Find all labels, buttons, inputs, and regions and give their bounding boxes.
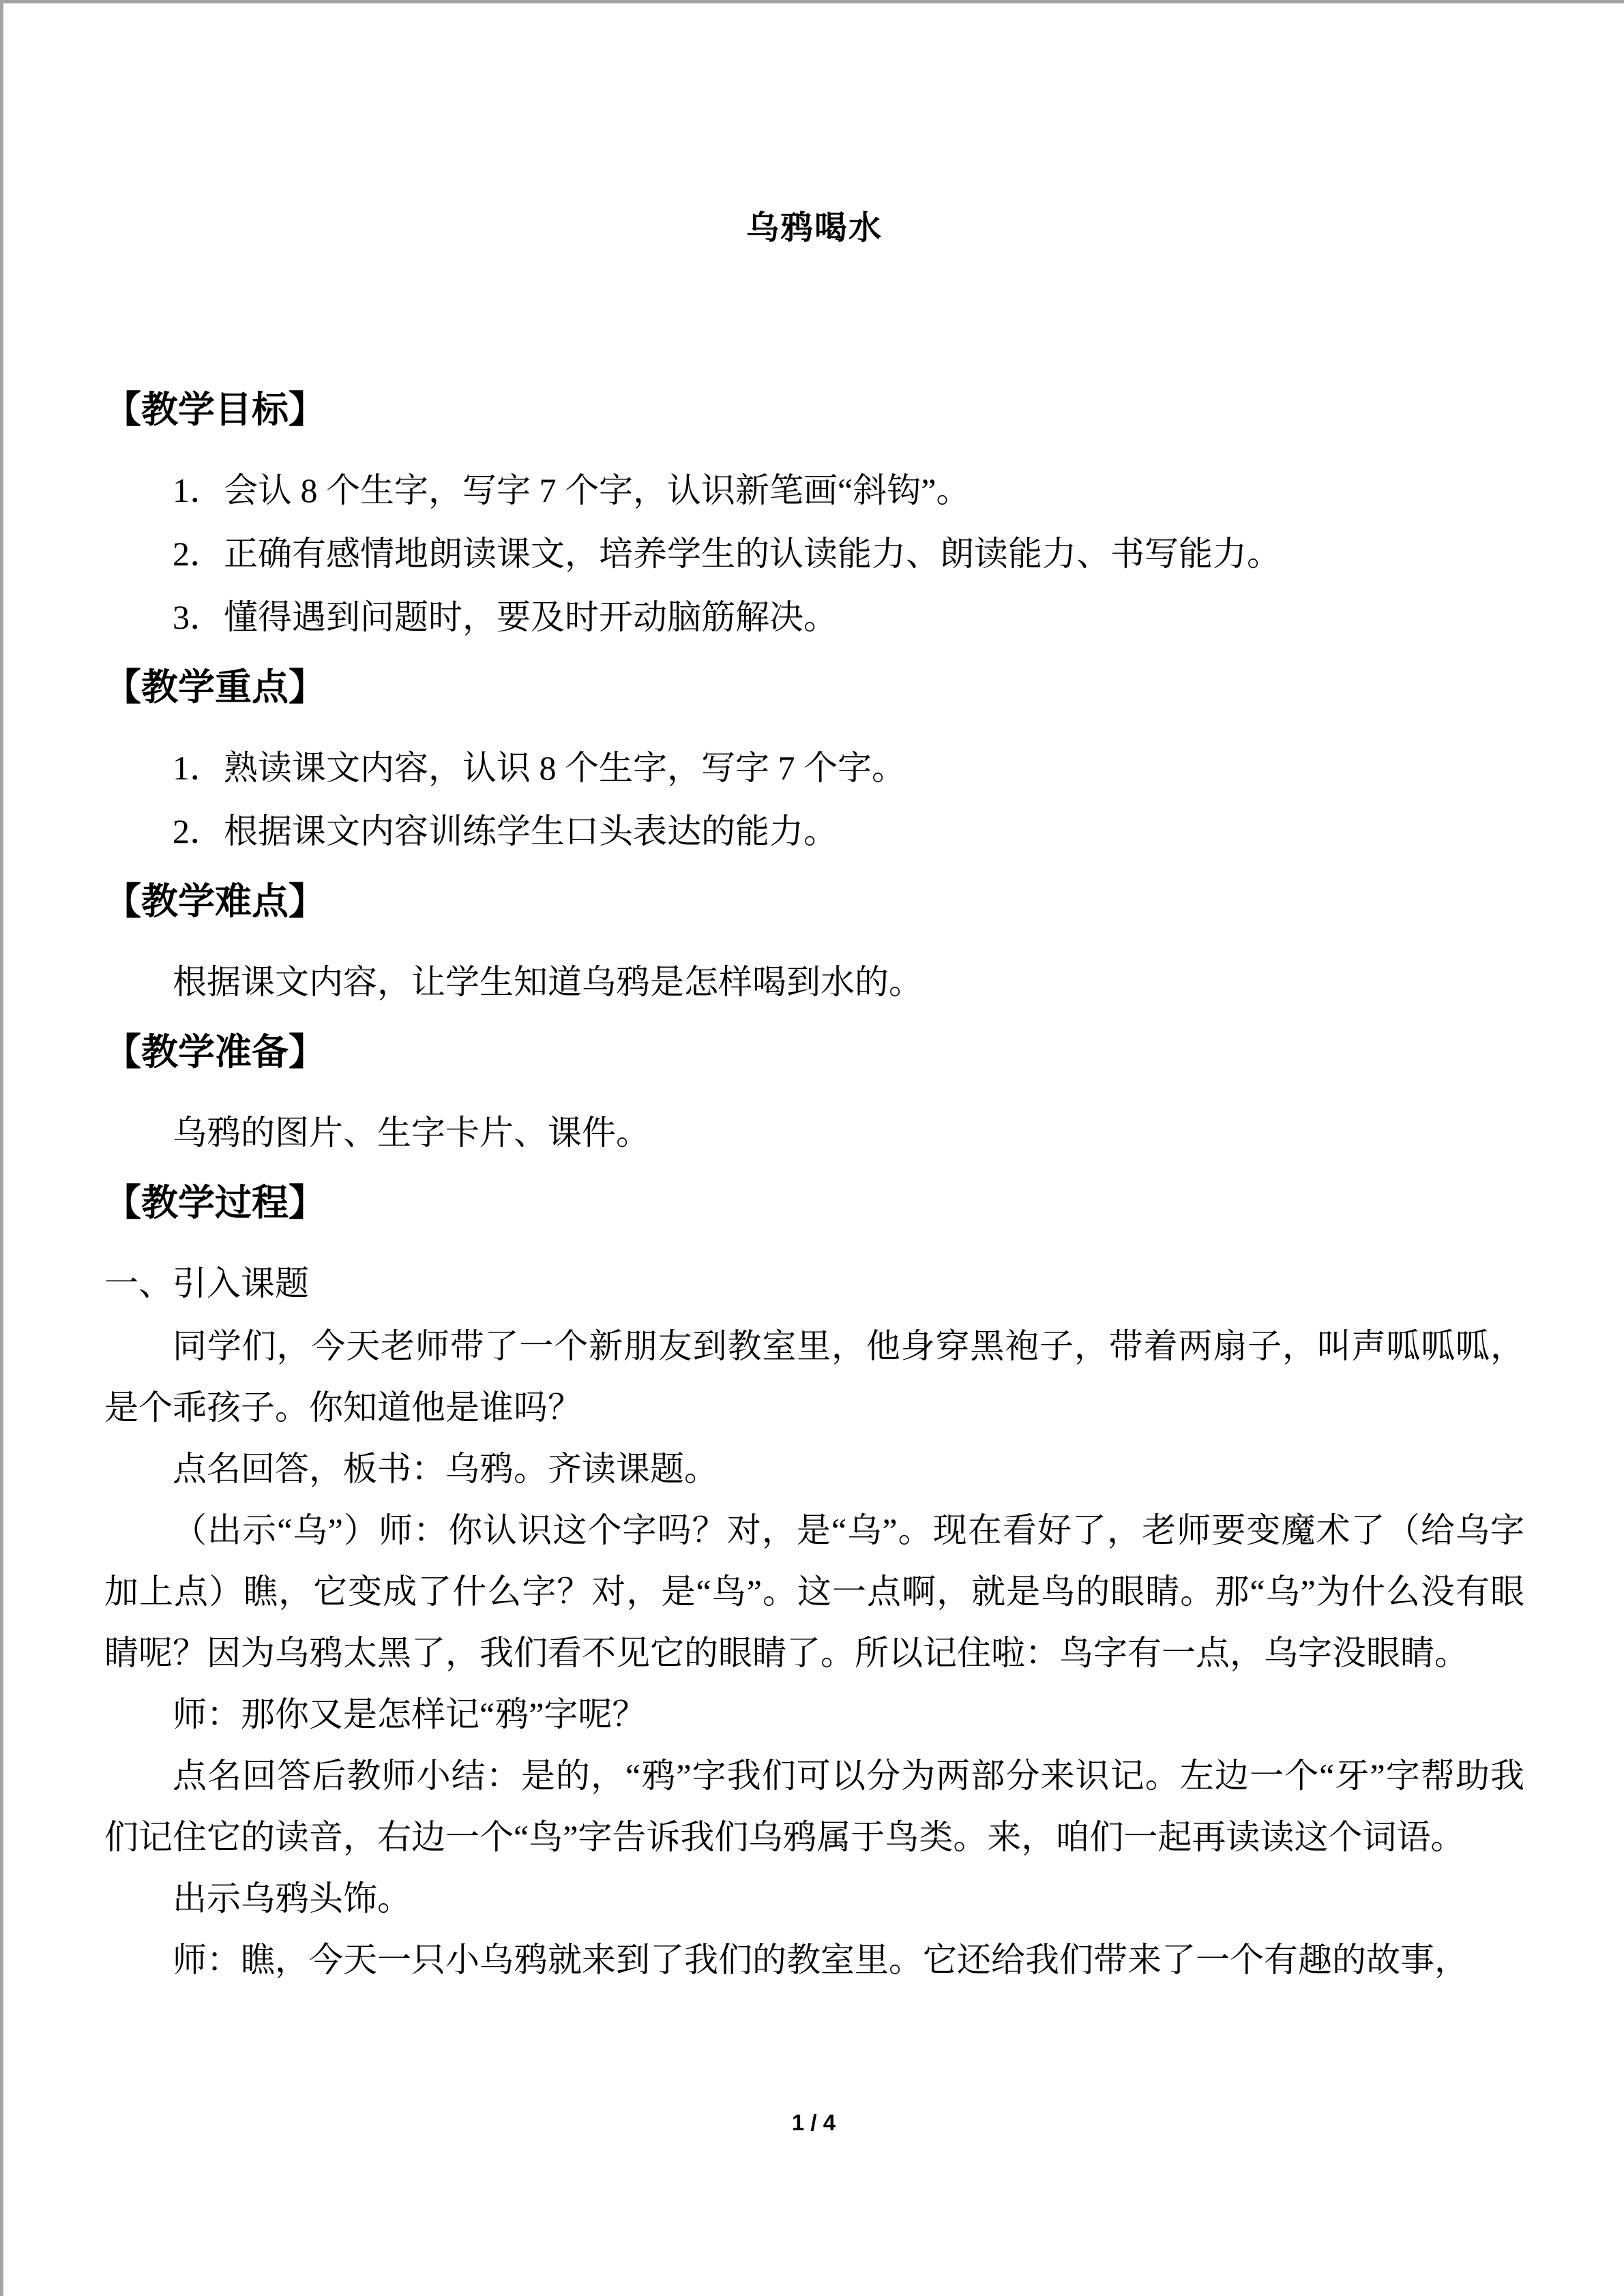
section-teaching-difficulties bbox=[104, 877, 1524, 1014]
process-paragraph: 师：那你又是怎样记“鸦”字呢？ bbox=[173, 1695, 647, 1733]
section-heading-objectives: 【教学目标】 bbox=[104, 389, 325, 430]
objective-item: 3．懂得遇到问题时，要及时开动脑筋解决。 bbox=[173, 598, 838, 636]
page-number: 1 / 4 bbox=[791, 2110, 836, 2135]
key-point-item: 2．根据课文内容训练学生口头表达的能力。 bbox=[173, 812, 838, 850]
section-teaching-objectives bbox=[104, 385, 1524, 649]
section-teaching-preparation bbox=[104, 1028, 1524, 1165]
document-title: 乌鸦喝水 bbox=[745, 210, 883, 246]
process-paragraph: 同学们，今天老师带了一个新朋友到教室里，他身穿黑袍子，带着两扇子，叫声呱呱呱，是个乖孩子。你知道他是谁吗？ bbox=[104, 1327, 1524, 1427]
key-point-item: 1．熟读课文内容，认识 8 个生字，写字 7 个字。 bbox=[173, 749, 906, 787]
process-paragraph: 点名回答，板书：乌鸦。齐读课题。 bbox=[173, 1450, 718, 1488]
section-heading-key-points: 【教学重点】 bbox=[104, 667, 325, 708]
section-heading-difficulties: 【教学难点】 bbox=[104, 881, 325, 922]
process-paragraph: 点名回答后教师小结：是的，“鸦”字我们可以分为两部分来识记。左边一个“牙”字帮助我们记住它的读音，右边一个“鸟”字告诉我们乌鸦属于鸟类。来，咱们一起再读读这个词语。 bbox=[104, 1757, 1524, 1856]
preparation-item: 乌鸦的图片、生字卡片、课件。 bbox=[173, 1114, 650, 1152]
difficulty-item: 根据课文内容，让学生知道乌鸦是怎样喝到水的。 bbox=[173, 963, 923, 1001]
objective-item: 1．会认 8 个生字，写字 7 个字，认识新笔画“斜钩”。 bbox=[173, 471, 971, 509]
process-paragraph: （出示“乌”）师：你认识这个字吗？对，是“乌”。现在看好了，老师要变魔术了（给乌字加上点）瞧，它变成了什么字？对，是“鸟”。这一点啊，就是鸟的眼睛。那“乌”为什么没有眼睛呢？因为乌鸦太黑了，我们看不见它的眼睛了。所以记住啦：鸟字有一点，乌字没眼睛。 bbox=[104, 1511, 1524, 1672]
process-paragraph: 出示乌鸦头饰。 bbox=[173, 1879, 411, 1918]
section-teaching-key-points bbox=[104, 663, 1524, 863]
section-heading-process: 【教学过程】 bbox=[104, 1182, 325, 1223]
objective-item: 2．正确有感情地朗读课文，培养学生的认读能力、朗读能力、书写能力。 bbox=[173, 535, 1281, 573]
process-step-heading: 一、引入课题 bbox=[104, 1264, 309, 1302]
section-heading-preparation: 【教学准备】 bbox=[104, 1032, 325, 1073]
process-paragraph: 师：瞧，今天一只小乌鸦就来到了我们的教室里。它还给我们带来了一个有趣的故事， bbox=[173, 1941, 1468, 1979]
section-teaching-process bbox=[104, 1178, 1524, 1991]
